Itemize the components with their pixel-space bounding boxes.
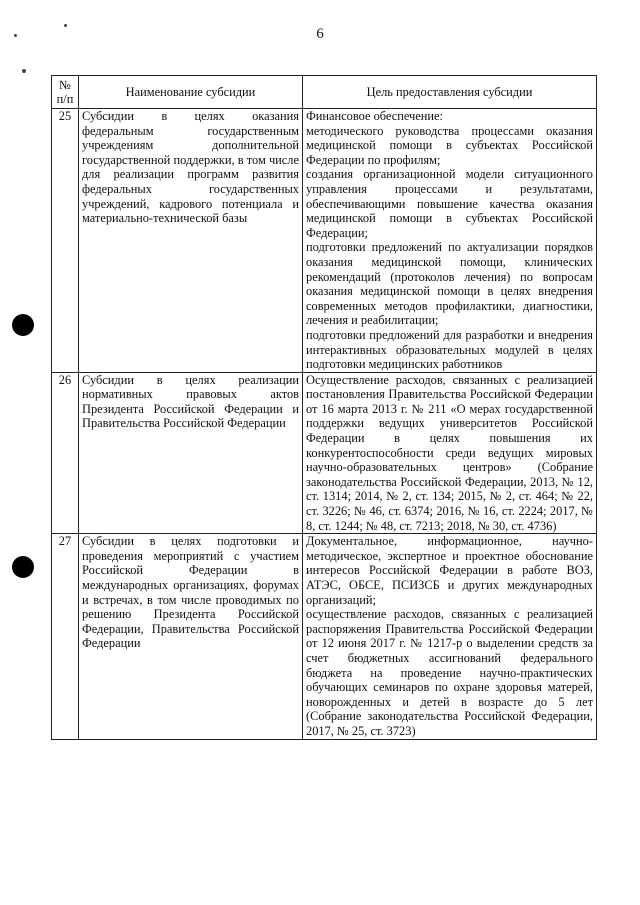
goal-paragraph: подготовки предложений по актуализации порядков оказания медицинской помощи, клинических рекомендаций (протоколов лечения) по вопросам оказания медицинской помощи в целях внедрения современных методов профилактики, диагностики, лечения и реабилитации; xyxy=(306,240,593,328)
goal-paragraph: создания организационной модели ситуационного управления процессами и результатами, обеспечивающими повышение качества оказания медицинской помощи в субъектах Российской Федерации; xyxy=(306,167,593,240)
header-num: № п/п xyxy=(52,76,79,109)
subsidy-table xyxy=(51,75,597,740)
header-name: Наименование субсидии xyxy=(79,76,303,109)
goal-paragraph: Документальное, информационное, научно-методическое, экспертное и проектное обоснование интересов Российской Федерации в работе ВОЗ, АТЭС, ОБСЕ, ПСИЗСБ и других международных организаций; xyxy=(306,534,593,607)
subsidy-goal xyxy=(303,534,597,739)
goal-paragraph: Осуществление расходов, связанных с реализацией постановления Правительства Российской Федерации от 16 марта 2013 г. № 211 «О мерах государственной поддержки ведущих университетов Российской Федерации в целях повышения их конкурентоспособности среди ведущих мировых научно-образовательных центров» (Собрание законодательства Российской Федерации, 2013, № 12, ст. 1314; 2014, № 2, ст. 134; 2015, № 2, ст. 464; № 22, ст. 3226; № 46, ст. 6374; 2016, № 16, ст. 2224; 2017, № 8, ст. 1244; № 48, ст. 7213; 2018, № 30, ст. 4736) xyxy=(306,372,593,533)
subsidy-goal xyxy=(303,372,597,534)
table-row xyxy=(52,109,597,373)
scan-speck xyxy=(64,24,67,27)
goal-paragraph: Финансовое обеспечение: xyxy=(306,109,443,123)
row-number: 25 xyxy=(52,109,79,373)
punch-hole-bottom xyxy=(12,556,34,578)
table-row xyxy=(52,372,597,534)
punch-hole-top xyxy=(12,314,34,336)
scan-speck xyxy=(14,34,17,37)
goal-paragraph: методического руководства процессами оказания медицинской помощи в субъектах Российской Федерации по профилям; xyxy=(306,123,593,167)
subsidy-name: Субсидии в целях оказания федеральным государственным учреждениям дополнительной государственной поддержки, в том числе для реализации программ развития федеральных государственных учреждений, кадрового потенциала и материально-технической базы xyxy=(79,109,303,373)
table-header-row xyxy=(52,76,597,109)
row-number: 26 xyxy=(52,372,79,534)
scan-speck xyxy=(22,69,26,73)
subsidy-goal xyxy=(303,109,597,373)
table-row xyxy=(52,534,597,739)
goal-paragraph: осуществление расходов, связанных с реализацией распоряжения Правительства Российской Федерации от 12 июня 2017 г. № 1217-р о выделении средств за счет бюджетных ассигнований федерального бюджета на проведение научно-практических обучающих семинаров по охране здоровья матерей, новорожденных и детей в возрасте до 5 лет (Собрание законодательства Российской Федерации, 2017, № 25, ст. 3723) xyxy=(306,607,593,738)
goal-paragraph: подготовки предложений для разработки и внедрения интерактивных образовательных модулей в целях подготовки медицинских работников xyxy=(306,327,593,372)
subsidy-name: Субсидии в целях подготовки и проведения мероприятий с участием Российской Федерации в международных организациях, форумах и встречах, в том числе проводимых по решению Президента Российской Федерации, Правительства Российской Федерации xyxy=(79,534,303,739)
page-number: 6 xyxy=(316,26,324,42)
row-number: 27 xyxy=(52,534,79,739)
subsidy-name: Субсидии в целях реализации нормативных правовых актов Президента Российской Федерации и Правительства Российской Федерации xyxy=(79,372,303,534)
header-goal: Цель предоставления субсидии xyxy=(303,76,597,109)
